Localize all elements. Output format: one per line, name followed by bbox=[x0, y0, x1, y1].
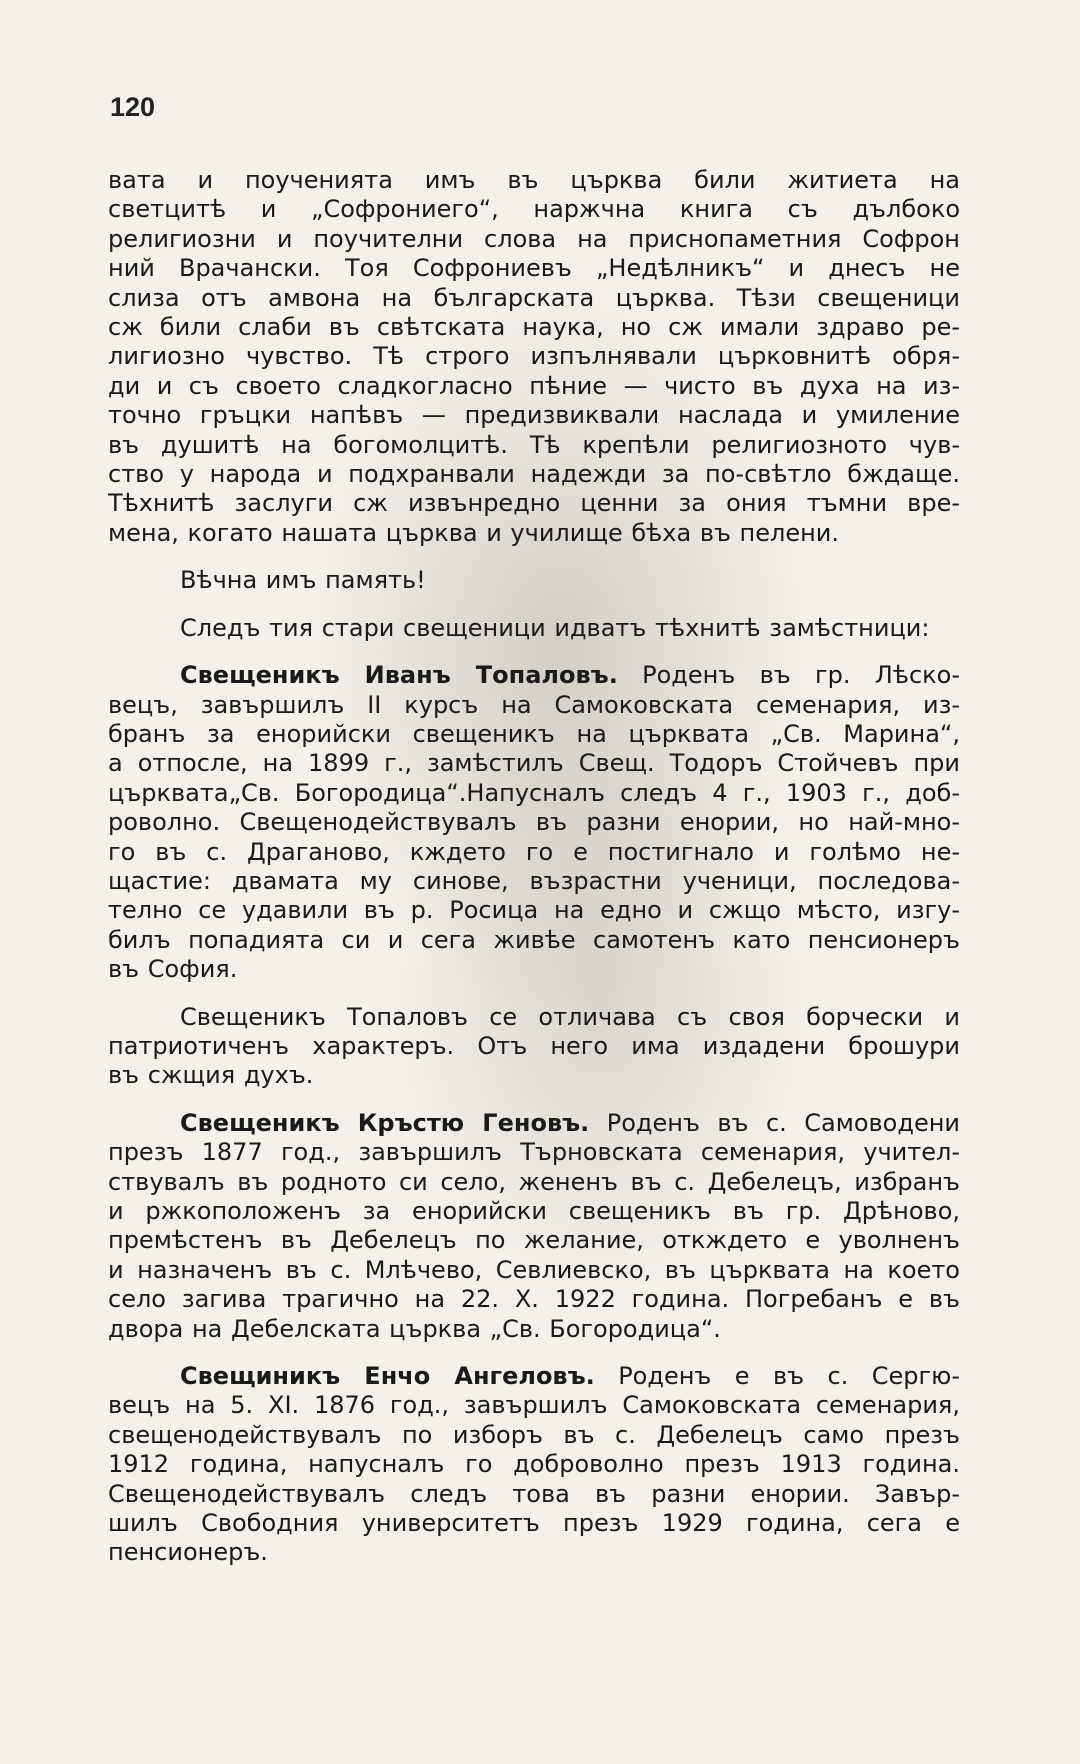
text-line: свещенодействувалъ по изборъ въ с. Дебелецъ само презъ bbox=[108, 1420, 960, 1449]
text-line: и ржкоположенъ за енорийски свещеникъ въ гр. Дрѣново, bbox=[108, 1197, 960, 1225]
text-line: а отпосле, на 1899 г., замѣстилъ Свещ. Тодоръ Стойчевъ при bbox=[108, 749, 960, 778]
text-line: телно се удавили въ р. Росица на едно и сжщо мѣсто, изгу- bbox=[108, 896, 960, 925]
page-number: 120 bbox=[110, 92, 156, 122]
text-line: въ душитѣ на богомолцитѣ. Тѣ крепѣли религиозното чув- bbox=[108, 430, 960, 459]
text-line: слиза отъ амвона на българската църква. Тѣзи свещеници bbox=[108, 283, 960, 312]
text-line: ний Врачански. Тоя Софрониевъ „Недѣлникъ“ и днесъ не bbox=[108, 254, 960, 283]
text-line: бранъ за енорийски свещеникъ на църквата „Св. Марина“, bbox=[108, 719, 960, 748]
text-line: въ София. bbox=[108, 955, 238, 984]
page-text bbox=[108, 166, 960, 1586]
text-line: вата и поученията имъ въ църква били житиета на bbox=[108, 166, 960, 194]
text-line: ство у народа и подхранвали надежди за по-свѣтло бждаще. bbox=[108, 460, 960, 489]
text-line: и назначенъ въ с. Млѣчево, Севлиевско, въ църквата на което bbox=[108, 1255, 960, 1284]
text-line: Свещенодействувалъ следъ това въ разни енории. Завър- bbox=[108, 1479, 960, 1508]
text-line: ствувалъ въ родното си село, жененъ въ с. Дебелецъ, избранъ bbox=[108, 1167, 960, 1196]
text-line: патриотиченъ характеръ. Отъ него има издадени брошури bbox=[108, 1031, 960, 1060]
text-line bbox=[108, 1109, 960, 1138]
paragraph-1 bbox=[108, 166, 960, 548]
text-line: лигиозно чувство. Тѣ строго изпълнявали църковнитѣ обря- bbox=[108, 342, 960, 371]
text-run: Роденъ въ с. Самоводени bbox=[589, 1108, 960, 1137]
text-line: вецъ на 5. XI. 1876 год., завършилъ Самоковската семенария, bbox=[108, 1391, 960, 1420]
text-line: премѣстенъ въ Дебелецъ по желание, откждето е уволненъ bbox=[108, 1226, 960, 1255]
text-line: двора на Дебелската църква „Св. Богородица“. bbox=[108, 1314, 721, 1343]
text-line: пенсионеръ. bbox=[108, 1538, 268, 1567]
text-line: Свещеникъ Топаловъ се отличава съ своя борчески и bbox=[180, 1002, 960, 1031]
text-line: точно гръцки напѣвъ — предизвиквали наслада и умиление bbox=[108, 401, 960, 430]
paragraph-heading: Свещиникъ Енчо Ангеловъ. bbox=[180, 1362, 595, 1391]
text-run: Роденъ е въ с. Сергю- bbox=[594, 1362, 960, 1391]
text-line bbox=[108, 1362, 960, 1391]
text-line: вецъ, завършилъ II курсъ на Самоковската семенария, из- bbox=[108, 690, 960, 719]
paragraph-genov bbox=[108, 1109, 960, 1344]
text-line: Следъ тия стари свещеници идватъ тѣхнитѣ замѣстници: bbox=[180, 613, 930, 642]
text-line: шилъ Свободния университетъ презъ 1929 година, сега е bbox=[108, 1509, 960, 1538]
text-run: Роденъ въ гр. Лѣско- bbox=[617, 661, 960, 690]
text-line: презъ 1877 год., завършилъ Търновската семенария, учител- bbox=[108, 1138, 960, 1167]
text-line: го въ с. Драганово, кждето го е постигнало и голѣмо не- bbox=[108, 837, 960, 866]
text-line: религиозни и поучителни слова на приснопаметния Софрон bbox=[108, 224, 960, 253]
text-line: Тѣхнитѣ заслуги сж извънредно ценни за ония тъмни вре- bbox=[108, 489, 960, 518]
paragraph-angelov bbox=[108, 1362, 960, 1568]
text-line bbox=[108, 661, 960, 690]
text-line: билъ попадията си и сега живѣе самотенъ като пенсионеръ bbox=[108, 925, 960, 954]
text-line: ди и съ своето сладкогласно пѣние — чисто въ духа на из- bbox=[108, 371, 960, 400]
text-line: църквата„Св. Богородица“.Напусналъ следъ 4 г., 1903 г., доб- bbox=[108, 778, 960, 807]
text-line: 1912 година, напусналъ го доброволно презъ 1913 година. bbox=[108, 1450, 960, 1479]
text-line: сж били слаби въ свѣтската наука, но сж имали здраво ре- bbox=[108, 313, 960, 342]
paragraph-heading: Свещеникъ Кръстю Геновъ. bbox=[180, 1108, 590, 1137]
text-line: Вѣчна имъ память! bbox=[180, 566, 426, 595]
text-line: щастие: двамата му синове, възрастни ученици, последова- bbox=[108, 866, 960, 895]
paragraph-3 bbox=[108, 614, 960, 643]
text-line: мена, когато нашата църква и училище бѣха въ пелени. bbox=[108, 518, 840, 547]
paragraph-topalov bbox=[108, 661, 960, 984]
text-line: село загива трагично на 22. X. 1922 година. Погребанъ е въ bbox=[108, 1285, 960, 1314]
text-line: роволно. Свещенодействувалъ въ разни енории, но най-мно- bbox=[108, 808, 960, 837]
paragraph-2 bbox=[108, 566, 960, 595]
paragraph-topalov-character bbox=[108, 1003, 960, 1091]
paragraph-heading: Свещеникъ Иванъ Топаловъ. bbox=[180, 661, 618, 690]
text-line: светцитѣ и „Софрониего“, наржчна книга съ дълбоко bbox=[108, 195, 960, 224]
text-line: въ сжщия духъ. bbox=[108, 1061, 314, 1090]
